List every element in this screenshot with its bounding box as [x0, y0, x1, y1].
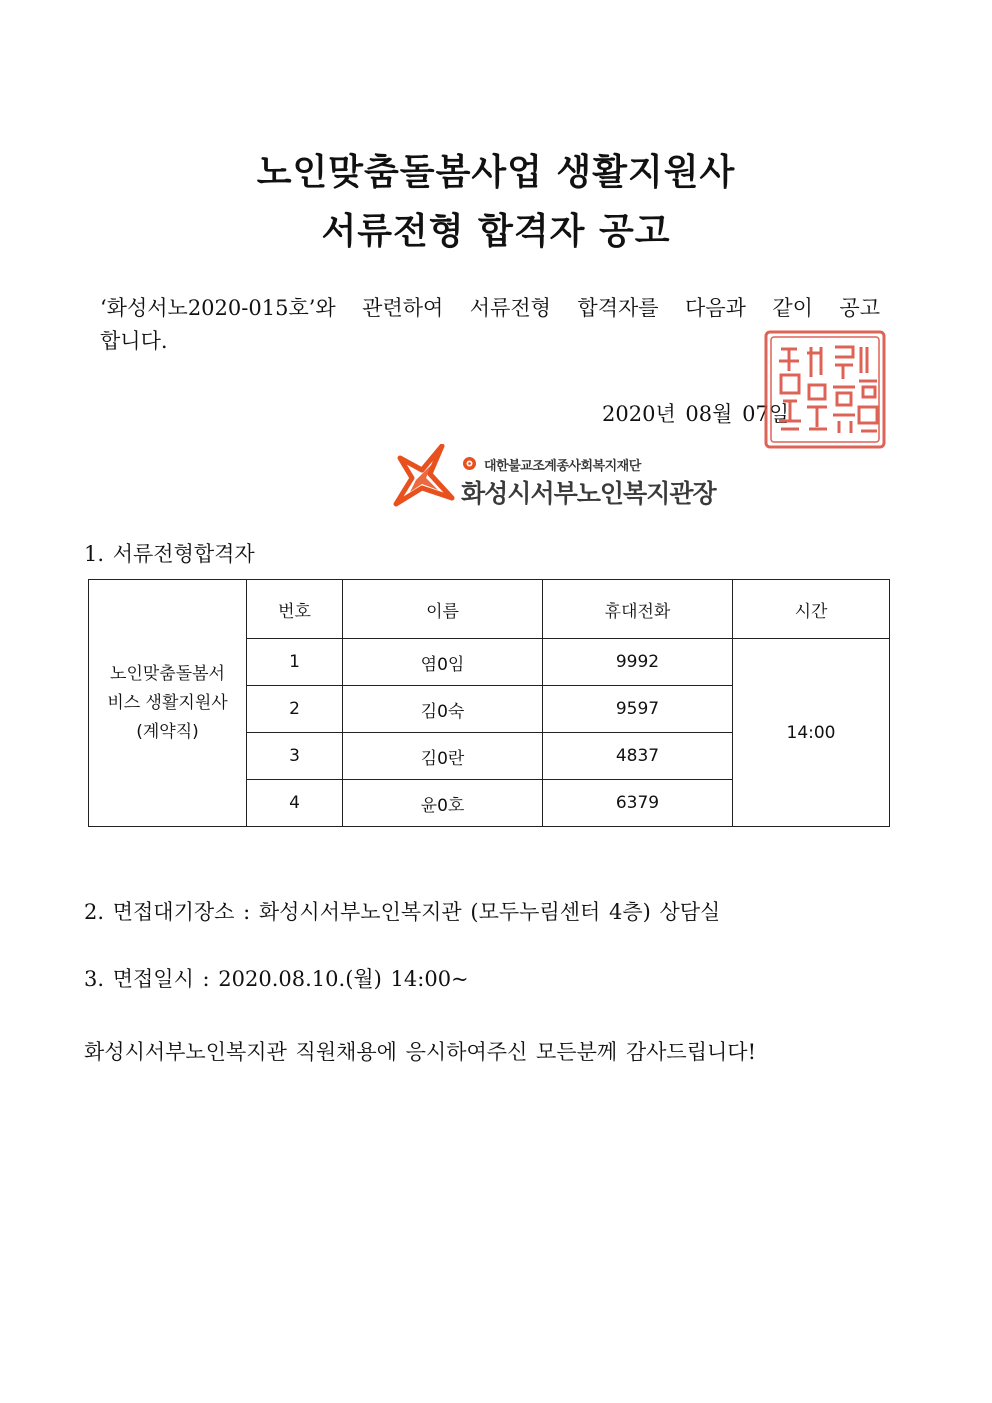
row-name: 김0란: [343, 733, 543, 780]
section1-heading: 1. 서류전형합격자: [84, 542, 255, 566]
section3-interview-datetime: 3. 면접일시 : 2020.08.10.(월) 14:00~: [84, 967, 469, 991]
row-number: 4: [247, 780, 343, 827]
row-phone: 9597: [543, 686, 733, 733]
organization-name: 화성시서부노인복지관장: [461, 479, 716, 508]
header-number: 번호: [247, 580, 343, 639]
row-number: 2: [247, 686, 343, 733]
interview-time-cell: 14:00: [733, 639, 890, 827]
dharma-wheel-icon: [462, 456, 477, 471]
position-category-line3: (계약직): [136, 721, 199, 742]
header-time: 시간: [733, 580, 890, 639]
section2-interview-location: 2. 면접대기장소 : 화성시서부노인복지관 (모두누림센터 4층) 상담실: [84, 900, 721, 924]
row-number: 3: [247, 733, 343, 780]
row-phone: 4837: [543, 733, 733, 780]
document-title-line2: 서류전형 합격자 공고: [321, 211, 671, 252]
closing-message: 화성시서부노인복지관 직원채용에 응시하여주신 모든분께 감사드립니다!: [84, 1040, 757, 1064]
intro-text-line2: 합니다.: [100, 329, 168, 353]
row-name: 염0임: [343, 639, 543, 686]
document-title-line1: 노인맞춤돌봄사업 생활지원사: [256, 152, 736, 193]
header-name: 이름: [343, 580, 543, 639]
position-category-line1: 노인맞춤돌봄서: [110, 663, 225, 684]
row-number: 1: [247, 639, 343, 686]
official-seal-icon: [763, 329, 887, 450]
announcement-date: 2020년 08월 07일: [602, 402, 790, 426]
logo-star-icon: [392, 444, 458, 510]
row-phone: 9992: [543, 639, 733, 686]
position-category-line2: 비스 생활지원사: [107, 692, 228, 713]
table-header-row: [89, 580, 890, 639]
organization-parent-name: 대한불교조계종사회복지재단: [484, 459, 641, 474]
row-name: 김0숙: [343, 686, 543, 733]
row-name: 윤0호: [343, 780, 543, 827]
position-category-cell: [89, 580, 247, 827]
row-phone: 6379: [543, 780, 733, 827]
applicants-table: [88, 579, 890, 827]
header-phone: 휴대전화: [543, 580, 733, 639]
intro-text-line1: ‘화성서노2020-015호’와 관련하여 서류전형 합격자를 다음과 같이 공고: [100, 296, 880, 320]
